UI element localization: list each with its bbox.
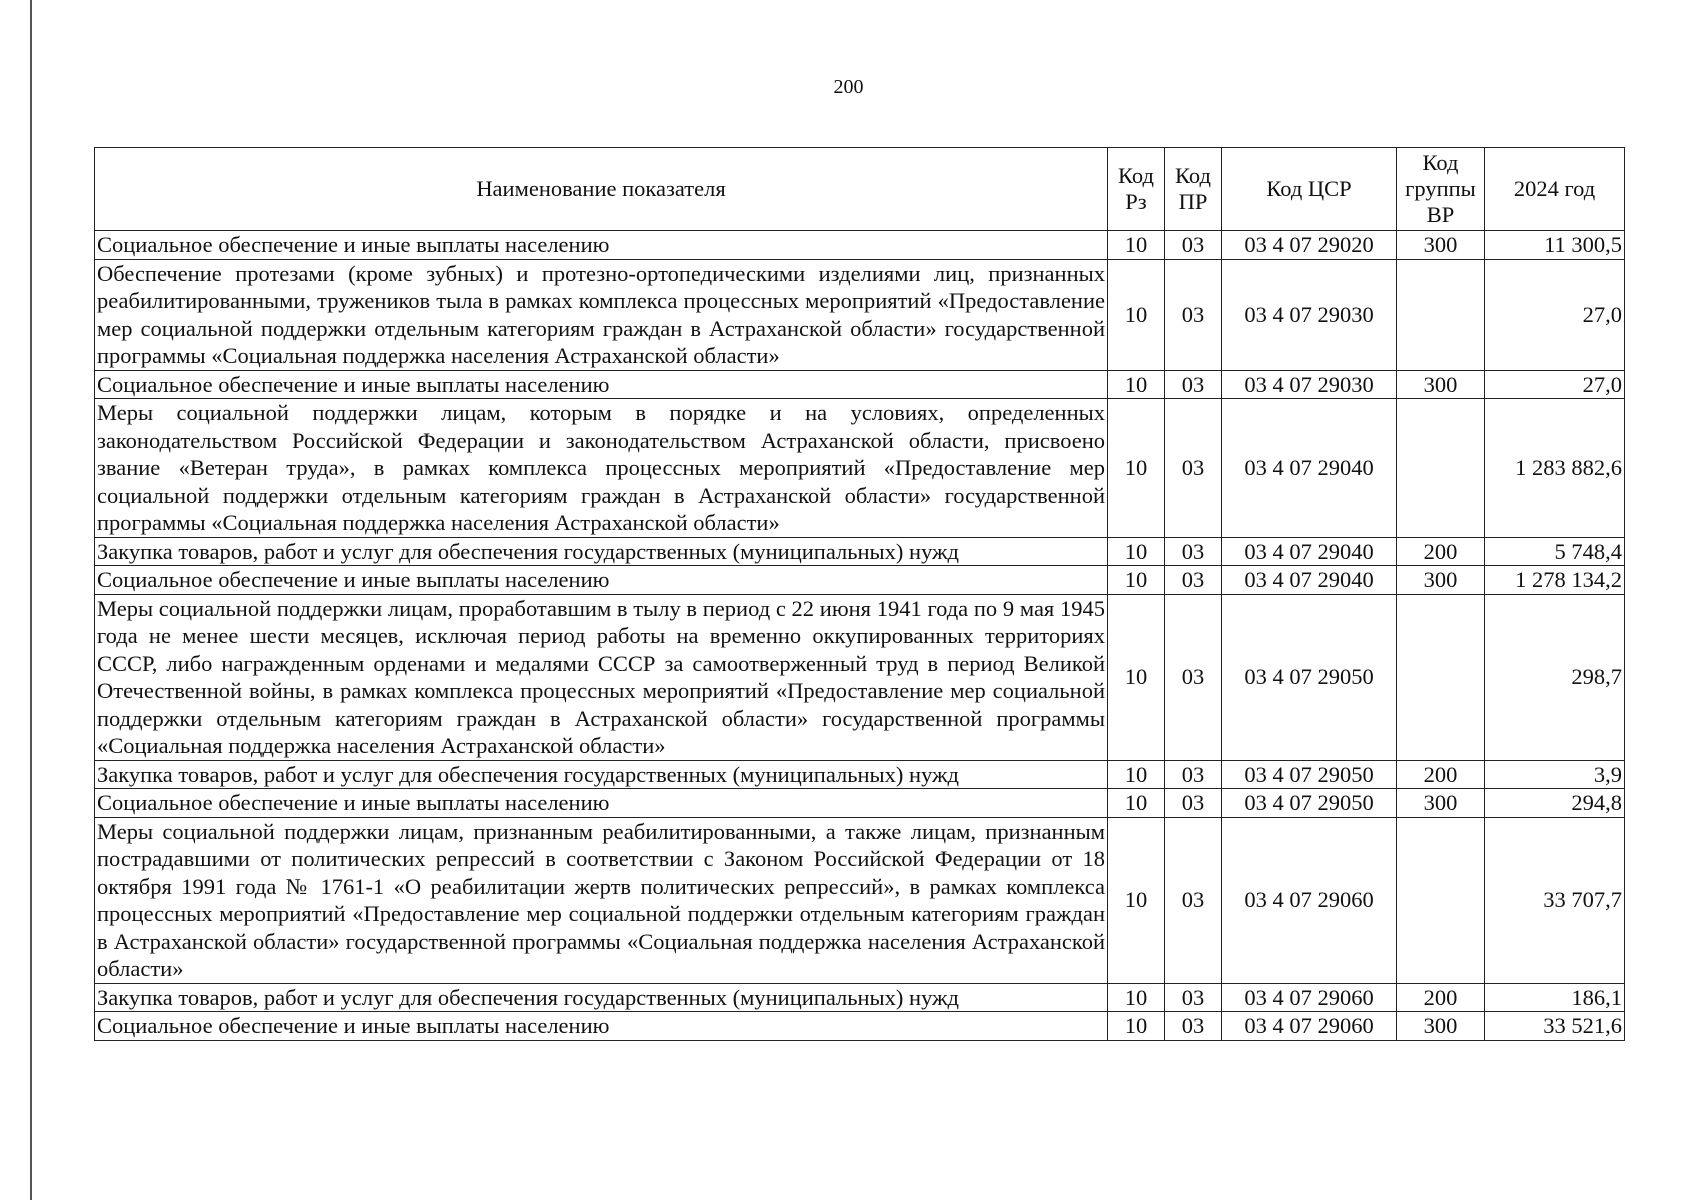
row-pr: 03 [1165, 399, 1222, 538]
row-name: Меры социальной поддержки лицам, которым в порядке и на условиях, определенных законодательством Российской Федерации и законодательством Астраханской области, присвоено звание «Ветеран труда», в рамках комплекса процессных мероприятий «Предоставление мер социальной поддержки отдельным категориям граждан в Астраханской области» государственной программы «Социальная поддержка населения Астраханской области» [95, 399, 1108, 538]
row-pr: 03 [1165, 789, 1222, 818]
row-rz: 10 [1108, 370, 1165, 399]
row-vr [1397, 399, 1485, 538]
row-pr: 03 [1165, 370, 1222, 399]
row-name: Социальное обеспечение и иные выплаты населению [95, 231, 1108, 260]
row-csr: 03 4 07 29060 [1222, 1012, 1397, 1041]
row-pr: 03 [1165, 817, 1222, 983]
row-amount: 27,0 [1485, 259, 1625, 370]
row-amount: 27,0 [1485, 370, 1625, 399]
row-rz: 10 [1108, 760, 1165, 789]
row-vr: 300 [1397, 566, 1485, 595]
row-vr [1397, 259, 1485, 370]
row-vr: 200 [1397, 537, 1485, 566]
table-row [95, 789, 1625, 818]
row-name: Закупка товаров, работ и услуг для обеспечения государственных (муниципальных) нужд [95, 760, 1108, 789]
table-row [95, 1012, 1625, 1041]
row-rz: 10 [1108, 817, 1165, 983]
table-row [95, 370, 1625, 399]
row-name: Социальное обеспечение и иные выплаты населению [95, 789, 1108, 818]
table-row [95, 399, 1625, 538]
row-vr: 300 [1397, 789, 1485, 818]
row-csr: 03 4 07 29040 [1222, 537, 1397, 566]
row-name: Меры социальной поддержки лицам, проработавшим в тылу в период с 22 июня 1941 года по 9 мая 1945 года не менее шести месяцев, исключая период работы на временно оккупированных территориях СССР, либо награжденным орденами и медалями СССР за самоотверженный труд в период Великой Отечественной войны, в рамках комплекса процессных мероприятий «Предоставление мер социальной поддержки отдельным категориям граждан в Астраханской области» государственной программы «Социальная поддержка населения Астраханской области» [95, 594, 1108, 760]
row-name: Социальное обеспечение и иные выплаты населению [95, 370, 1108, 399]
row-rz: 10 [1108, 594, 1165, 760]
row-name: Обеспечение протезами (кроме зубных) и протезно-ортопедическими изделиями лиц, признанных реабилитированными, тружеников тыла в рамках комплекса процессных мероприятий «Предоставление мер социальной поддержки отдельным категориям граждан в Астраханской области» государственной программы «Социальная поддержка населения Астраханской области» [95, 259, 1108, 370]
row-amount: 1 278 134,2 [1485, 566, 1625, 595]
row-name: Социальное обеспечение и иные выплаты населению [95, 1012, 1108, 1041]
row-amount: 33 707,7 [1485, 817, 1625, 983]
row-vr: 300 [1397, 231, 1485, 260]
header-year: 2024 год [1485, 148, 1625, 231]
row-amount: 298,7 [1485, 594, 1625, 760]
page-number-text: 200 [833, 76, 864, 98]
row-amount: 294,8 [1485, 789, 1625, 818]
row-pr: 03 [1165, 1012, 1222, 1041]
row-amount: 5 748,4 [1485, 537, 1625, 566]
row-name: Социальное обеспечение и иные выплаты населению [95, 566, 1108, 595]
row-name: Закупка товаров, работ и услуг для обеспечения государственных (муниципальных) нужд [95, 537, 1108, 566]
budget-table [94, 147, 1625, 1041]
row-rz: 10 [1108, 231, 1165, 260]
row-csr: 03 4 07 29050 [1222, 789, 1397, 818]
row-csr: 03 4 07 29030 [1222, 259, 1397, 370]
row-rz: 10 [1108, 1012, 1165, 1041]
row-rz: 10 [1108, 789, 1165, 818]
header-pr: Код ПР [1165, 148, 1222, 231]
row-pr: 03 [1165, 231, 1222, 260]
header-rz: Код Рз [1108, 148, 1165, 231]
table-row [95, 817, 1625, 983]
row-rz: 10 [1108, 259, 1165, 370]
row-rz: 10 [1108, 537, 1165, 566]
row-rz: 10 [1108, 566, 1165, 595]
table-row [95, 259, 1625, 370]
header-name: Наименование показателя [95, 148, 1108, 231]
row-vr [1397, 594, 1485, 760]
row-pr: 03 [1165, 537, 1222, 566]
row-pr: 03 [1165, 259, 1222, 370]
table-row [95, 760, 1625, 789]
row-vr: 300 [1397, 1012, 1485, 1041]
row-vr: 200 [1397, 760, 1485, 789]
row-csr: 03 4 07 29050 [1222, 594, 1397, 760]
row-vr [1397, 817, 1485, 983]
row-csr: 03 4 07 29050 [1222, 760, 1397, 789]
table-row [95, 594, 1625, 760]
binding-margin-line [30, 0, 32, 1200]
row-csr: 03 4 07 29060 [1222, 817, 1397, 983]
row-amount: 186,1 [1485, 983, 1625, 1012]
row-name: Закупка товаров, работ и услуг для обеспечения государственных (муниципальных) нужд [95, 983, 1108, 1012]
header-csr: Код ЦСР [1222, 148, 1397, 231]
row-pr: 03 [1165, 983, 1222, 1012]
table-row [95, 566, 1625, 595]
row-csr: 03 4 07 29060 [1222, 983, 1397, 1012]
table-row [95, 537, 1625, 566]
row-csr: 03 4 07 29020 [1222, 231, 1397, 260]
table-row [95, 983, 1625, 1012]
row-vr: 200 [1397, 983, 1485, 1012]
row-vr: 300 [1397, 370, 1485, 399]
row-csr: 03 4 07 29040 [1222, 399, 1397, 538]
row-csr: 03 4 07 29030 [1222, 370, 1397, 399]
row-pr: 03 [1165, 760, 1222, 789]
row-amount: 33 521,6 [1485, 1012, 1625, 1041]
table-header-row [95, 148, 1625, 231]
row-amount: 1 283 882,6 [1485, 399, 1625, 538]
row-csr: 03 4 07 29040 [1222, 566, 1397, 595]
row-rz: 10 [1108, 983, 1165, 1012]
table-row [95, 231, 1625, 260]
row-amount: 11 300,5 [1485, 231, 1625, 260]
header-vr: Код группы ВР [1397, 148, 1485, 231]
row-amount: 3,9 [1485, 760, 1625, 789]
row-rz: 10 [1108, 399, 1165, 538]
page-number [0, 76, 1697, 99]
row-pr: 03 [1165, 566, 1222, 595]
row-name: Меры социальной поддержки лицам, признанным реабилитированными, а также лицам, признанным пострадавшими от политических репрессий в соответствии с Законом Российской Федерации от 18 октября 1991 года № 1761-1 «О реабилитации жертв политических репрессий», в рамках комплекса процессных мероприятий «Предоставление мер социальной поддержки отдельным категориям граждан в Астраханской области» государственной программы «Социальная поддержка населения Астраханской области» [95, 817, 1108, 983]
row-pr: 03 [1165, 594, 1222, 760]
